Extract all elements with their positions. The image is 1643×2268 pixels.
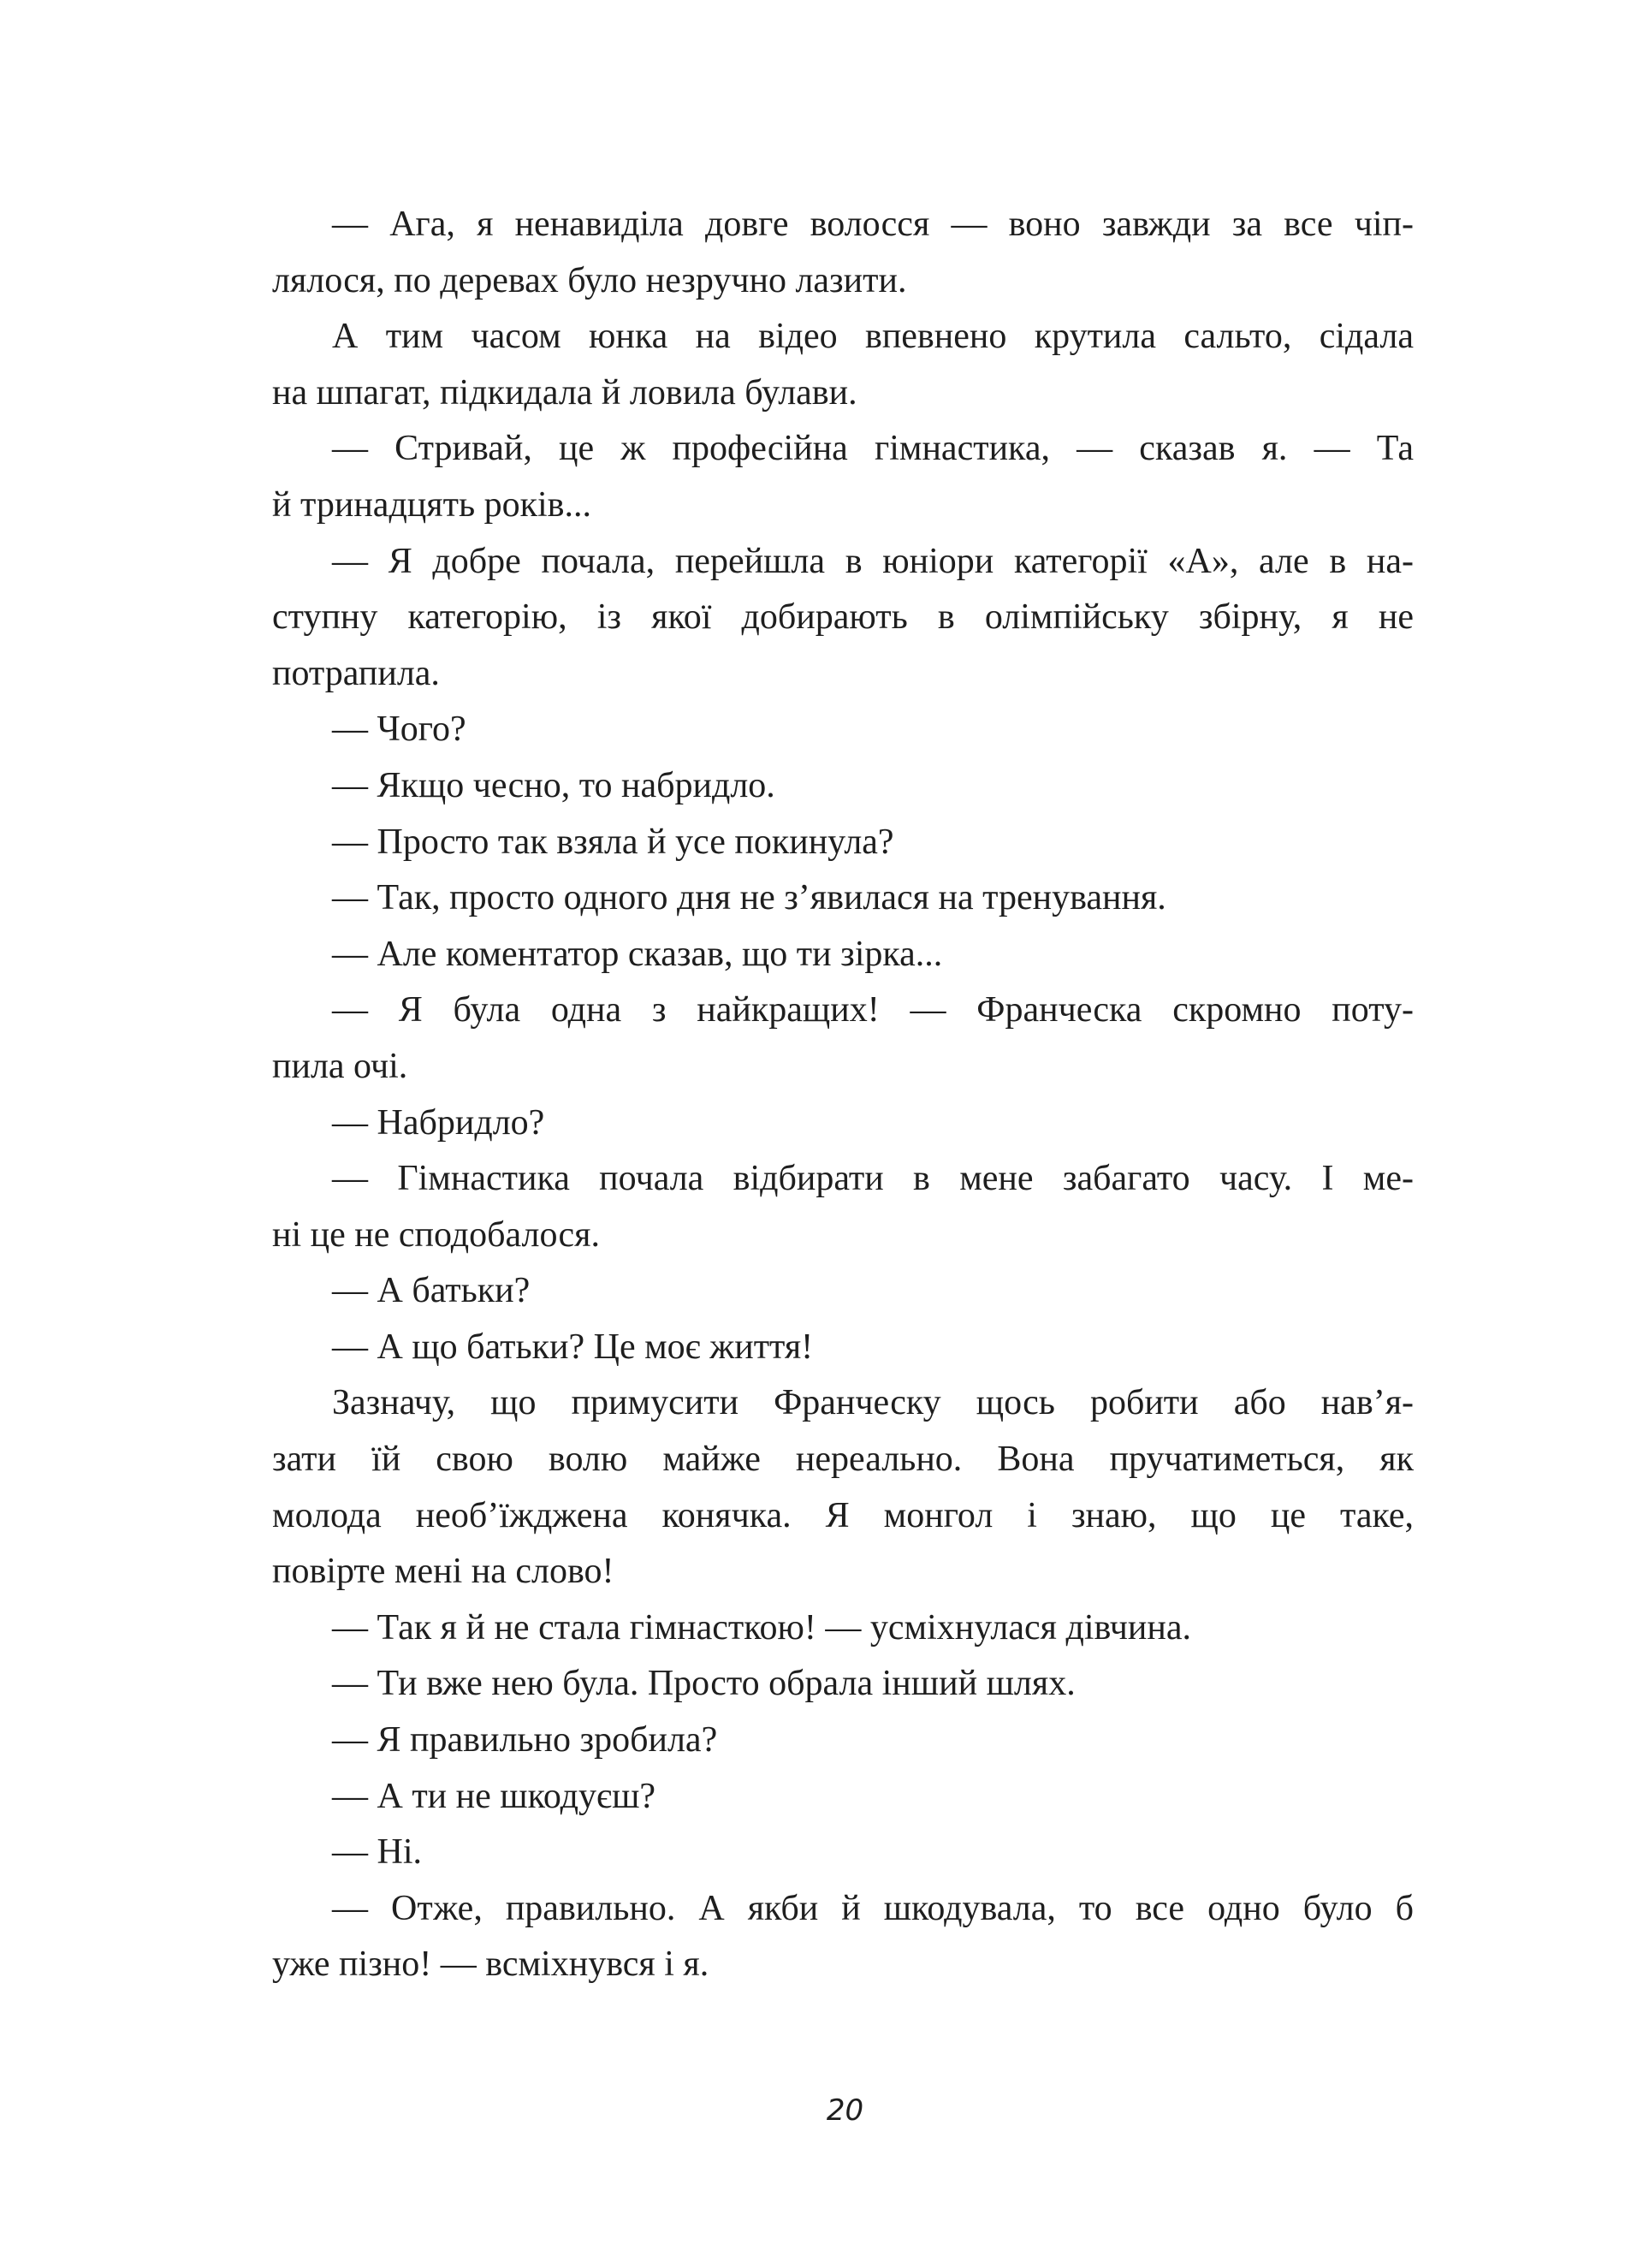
text-line: — Я добре почала, перейшла в юніори категорії «А», але в на-	[332, 541, 1414, 581]
paragraph	[272, 983, 1414, 1095]
body-text	[272, 197, 1414, 1993]
text-line: молода необ’їжджена конячка. Я монгол і знаю, що це таке,	[272, 1495, 1414, 1535]
paragraph	[272, 197, 1414, 309]
text-line: пила очі.	[272, 1046, 408, 1086]
text-line: уже пізно! — всміхнувся і я.	[272, 1944, 709, 1985]
paragraph	[272, 1600, 1414, 1657]
text-line: й тринадцять років...	[272, 484, 592, 525]
text-line: на шпагат, підкидала й ловила булави.	[272, 372, 857, 413]
paragraph	[272, 927, 1414, 983]
paragraph	[272, 421, 1414, 533]
text-line: — Гімнастика почала відбирати в мене забагато часу. І ме-	[332, 1159, 1414, 1199]
text-line: — Стривай, це ж професійна гімнастика, — сказав я. — Та	[332, 429, 1414, 469]
text-line: — Набридло?	[332, 1102, 545, 1143]
text-line: повірте мені на слово!	[272, 1552, 614, 1592]
paragraph	[272, 1375, 1414, 1600]
paragraph	[272, 815, 1414, 871]
text-line: зати їй свою волю майже нереально. Вона пручатиметься, як	[272, 1440, 1414, 1480]
paragraph	[272, 309, 1414, 421]
text-line: — Ага, я ненавиділа довге волосся — воно завжди за все чіп-	[332, 205, 1414, 244]
text-line: — А що батьки? Це моє життя!	[332, 1327, 814, 1367]
text-line: ні це не сподобалося.	[272, 1214, 601, 1255]
paragraph	[272, 1656, 1414, 1713]
paragraph	[272, 870, 1414, 927]
text-line: — Отже, правильно. А якби й шкодувала, то все одно було б	[332, 1888, 1414, 1928]
paragraph	[272, 1095, 1414, 1152]
text-line: потрапила.	[272, 653, 440, 693]
text-line: А тим часом юнка на відео впевнено крутила сальто, сідала	[332, 317, 1414, 357]
paragraph	[272, 534, 1414, 703]
paragraph	[272, 702, 1414, 758]
page-number: 20	[826, 2093, 864, 2128]
paragraph	[272, 758, 1414, 815]
text-line: — Ти вже нею була. Просто обрала інший шлях.	[332, 1664, 1076, 1704]
text-line: — Просто так взяла й усе покинула?	[332, 822, 894, 862]
text-line: — Якщо чесно, то набридло.	[332, 765, 775, 805]
paragraph	[272, 1825, 1414, 1881]
text-line: — Так я й не стала гімнасткою! — усміхнулася дівчина.	[332, 1607, 1191, 1648]
paragraph	[272, 1151, 1414, 1263]
text-line: — А ти не шкодуєш?	[332, 1776, 656, 1816]
text-line: — Так, просто одного дня не з’явилася на тренування.	[332, 878, 1166, 918]
text-line: — Ні.	[332, 1832, 422, 1873]
text-line: — Я правильно зробила?	[332, 1720, 718, 1760]
text-line: Зазначу, що примусити Франческу щось робити або нав’я-	[332, 1383, 1414, 1423]
text-line: — А батьки?	[332, 1271, 531, 1311]
paragraph	[272, 1881, 1414, 1993]
text-line: ступну категорію, із якої добирають в олімпійську збірну, я не	[272, 597, 1414, 638]
paragraph	[272, 1713, 1414, 1769]
paragraph	[272, 1769, 1414, 1826]
text-line: — Чого?	[332, 709, 466, 750]
text-line: — Але коментатор сказав, що ти зірка...	[332, 934, 943, 974]
paragraph	[272, 1263, 1414, 1320]
text-line: лялося, по деревах було незручно лазити.	[272, 260, 907, 300]
paragraph	[272, 1320, 1414, 1376]
text-line: — Я була одна з найкращих! — Франческа скромно поту-	[332, 990, 1414, 1030]
